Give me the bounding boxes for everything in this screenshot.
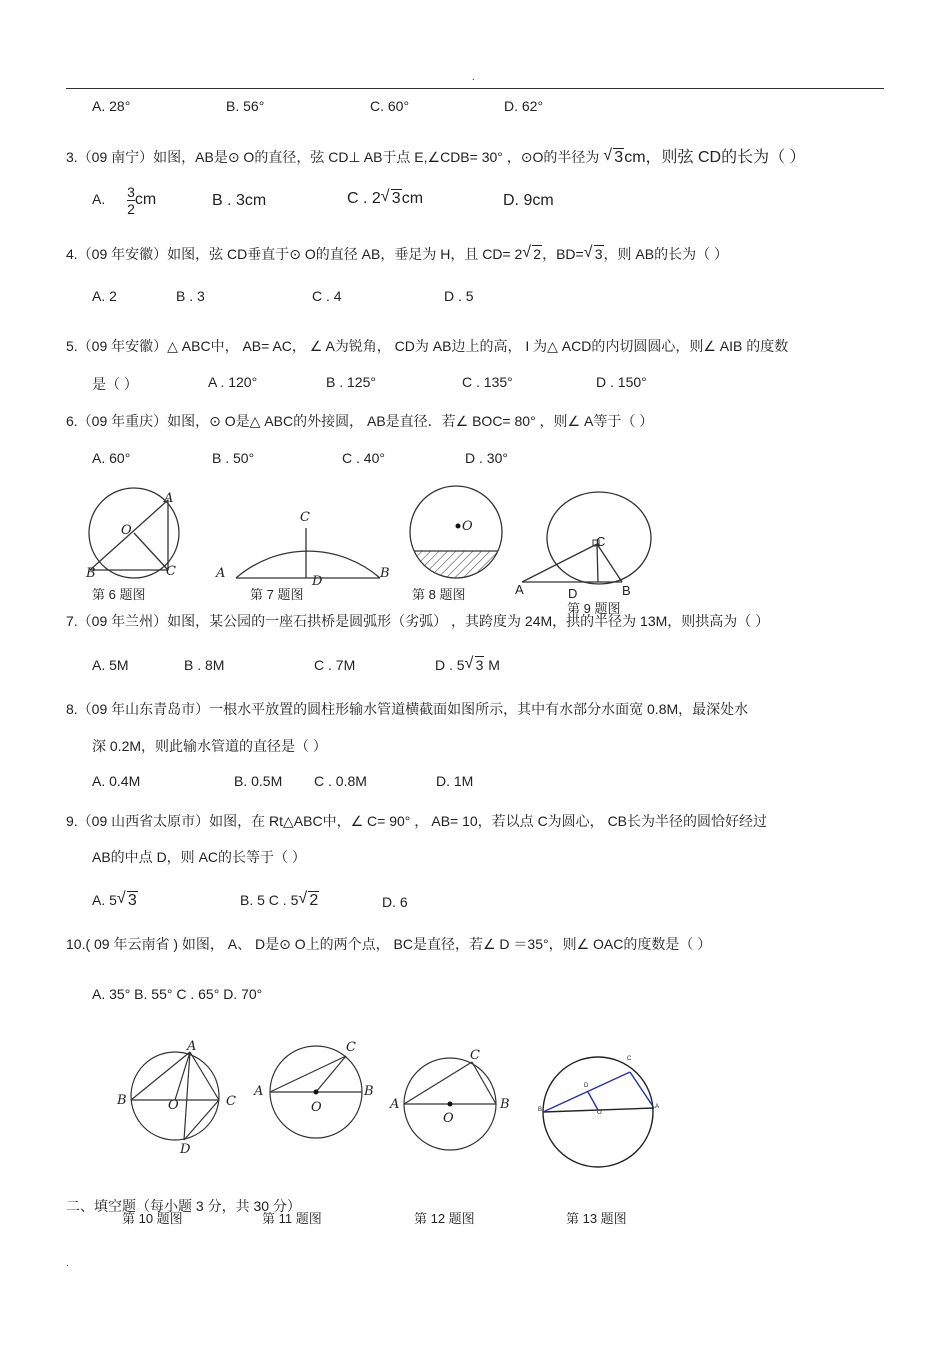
q4-option-d: D . 5 (444, 288, 474, 304)
q6-option-d: D . 30° (465, 450, 508, 466)
figure-12 (404, 1054, 504, 1154)
fig12-label-c: C (470, 1048, 480, 1063)
question-5-line2: 是（ ） (92, 376, 138, 392)
q2-option-d: D. 62° (504, 98, 544, 114)
fig9-label-b: B (622, 583, 631, 598)
fig6-label-b: B (86, 566, 96, 581)
fig10-label-b: B (117, 1093, 127, 1108)
q4-option-c: C . 4 (312, 288, 342, 304)
question-6: 6.（09 年重庆）如图，⊙ O是△ ABC的外接圆， AB是直径．若∠ BOC= 80° ，则∠ A等于（ ） (66, 413, 654, 429)
figure-8 (404, 484, 508, 584)
q3-text-post: cm，则弦 CD的长为（ ） (624, 149, 806, 166)
fig12-label-b: B (500, 1097, 510, 1112)
q6-option-a: A. 60° (92, 450, 131, 466)
fig11-label-a: A (254, 1084, 264, 1099)
fig13-label-d: D (584, 1083, 589, 1089)
q4-option-a: A. 2 (92, 288, 117, 304)
question-4: 4.（09 年安徽）如图，弦 CD垂直于⊙ O的直径 AB，垂足为 H，且 CD= 2√ 2，BD=√ 3，则 AB的长为（ ） (66, 244, 728, 264)
question-9-line1: 9.（09 山西省太原市）如图，在 Rt△ABC中，∠ C= 90° ， AB= 10，若以点 C为圆心， CB长为半径的圆恰好经过 (66, 813, 768, 829)
footer-dot: . (66, 1258, 69, 1269)
q8-option-b: B. 0.5M (234, 773, 283, 789)
caption-figure-13: 第 13 题图 (566, 1211, 627, 1226)
fig6-label-a: A (164, 491, 174, 506)
q2-option-a: A. 28° (92, 98, 131, 114)
q3-text-pre: 3.（09 南宁）如图，AB是⊙ O的直径，弦 CD⊥ AB于点 E,∠CDB= 30° ，⊙O的半径为 (66, 149, 600, 165)
q9-option-a: A. 5√ 3 (92, 892, 138, 910)
fig7-label-a: A (216, 566, 226, 581)
caption-figure-9: 第 9 题图 (567, 601, 621, 616)
caption-figure-7: 第 7 题图 (250, 587, 304, 602)
fig13-label-a: A (655, 1104, 660, 1110)
q2-option-c: C. 60° (370, 98, 410, 114)
q6-option-c: C . 40° (342, 450, 385, 466)
fig13-label-o: O (597, 1110, 602, 1116)
question-8-line2: 深 0.2M，则此输水管道的直径是（ ） (92, 738, 327, 754)
q3-option-b: B . 3cm (212, 192, 267, 209)
fig9-label-d: D (568, 586, 578, 601)
fig11-label-o: O (311, 1100, 322, 1115)
fig9-label-c: C (596, 534, 606, 549)
figure-11 (266, 1046, 366, 1146)
q6-option-b: B . 50° (212, 450, 255, 466)
q7-option-b: B . 8M (184, 657, 225, 673)
question-7: 7.（09 年兰州）如图，某公园的一座石拱桥是圆弧形（劣弧） ，其跨度为 24M，拱的半径为 13M，则拱高为（ ） (66, 613, 770, 629)
fig11-label-c: C (346, 1040, 356, 1055)
q5-option-d: D . 150° (596, 374, 647, 390)
fig7-label-b: B (380, 566, 390, 581)
caption-figure-6: 第 6 题图 (92, 587, 146, 602)
fig7-label-d: D (312, 574, 323, 589)
caption-figure-8: 第 8 题图 (412, 587, 466, 602)
fig6-label-o: O (121, 523, 132, 538)
header-rule (66, 88, 884, 89)
fig12-label-a: A (390, 1097, 400, 1112)
q3-option-d: D. 9cm (503, 192, 554, 209)
caption-figure-11: 第 11 题图 (262, 1211, 322, 1226)
fig10-label-o: O (168, 1098, 179, 1113)
question-5-line1: 5.（09 年安徽）△ ABC中， AB= AC， ∠ A为锐角， CD为 AB边上的高， I 为△ ACD的内切圆圆心，则∠ AIB 的度数 (66, 338, 789, 354)
fig10-label-c: C (226, 1094, 236, 1109)
q7-option-d: D . 5√ 3 M (435, 657, 500, 673)
fig8-label-o: O (462, 519, 473, 534)
figure-7 (228, 520, 388, 580)
q2-option-b: B. 56° (226, 98, 265, 114)
q5-option-a: A . 120° (208, 374, 258, 390)
q9-option-bc: B. 5 C . 5√ 2 (240, 892, 319, 910)
question-10: 10.( 09 年云南省 ) 如图， A、 D是⊙ O上的两个点， BC是直径，若∠ D ＝35°，则∠ OAC的度数是（ ） (66, 936, 712, 952)
q5-option-c: C . 135° (462, 374, 513, 390)
q8-option-d: D. 1M (436, 773, 474, 789)
fig9-label-a: A (515, 582, 524, 597)
q7-option-c: C . 7M (314, 657, 356, 673)
header-dot: . (472, 72, 475, 83)
q3-option-a: A. $\frac{3}{2}$ cm (92, 184, 157, 217)
fig12-label-o: O (443, 1111, 454, 1126)
q10-options: A. 35° B. 55° C . 65° D. 70° (92, 986, 263, 1002)
q3-radical: √ 3 (603, 149, 624, 167)
q3-option-c: C . 2√ 3cm (347, 190, 423, 208)
q7-option-a: A. 5M (92, 657, 129, 673)
fig10-label-a: A (187, 1039, 197, 1054)
question-8-line1: 8.（09 年山东青岛市）一根水平放置的圆柱形输水管道横截面如图所示，其中有水部分水面宽 0.8M，最深处水 (66, 701, 749, 717)
figure-10 (128, 1046, 228, 1146)
question-3 (66, 144, 806, 167)
question-9-line2: AB的中点 D，则 AC的长等于（ ） (92, 849, 306, 865)
figure-9 (518, 492, 658, 592)
fig13-label-b: B (538, 1107, 543, 1113)
fig7-label-c: C (300, 510, 310, 525)
caption-figure-12: 第 12 题图 (414, 1211, 475, 1226)
fig6-label-c: C (166, 564, 176, 579)
caption-figure-10: 第 10 题图 (122, 1211, 183, 1226)
fig10-label-d: D (180, 1142, 191, 1157)
q8-option-a: A. 0.4M (92, 773, 141, 789)
fig11-label-b: B (364, 1084, 374, 1099)
q4-option-b: B . 3 (176, 288, 205, 304)
section-2-heading: 二、填空题（每小题 3 分，共 30 分） (66, 1198, 301, 1214)
q8-option-c: C . 0.8M (314, 773, 367, 789)
q9-option-d: D. 6 (382, 894, 408, 910)
q5-option-b: B . 125° (326, 374, 376, 390)
fig13-label-c: C (627, 1056, 632, 1062)
